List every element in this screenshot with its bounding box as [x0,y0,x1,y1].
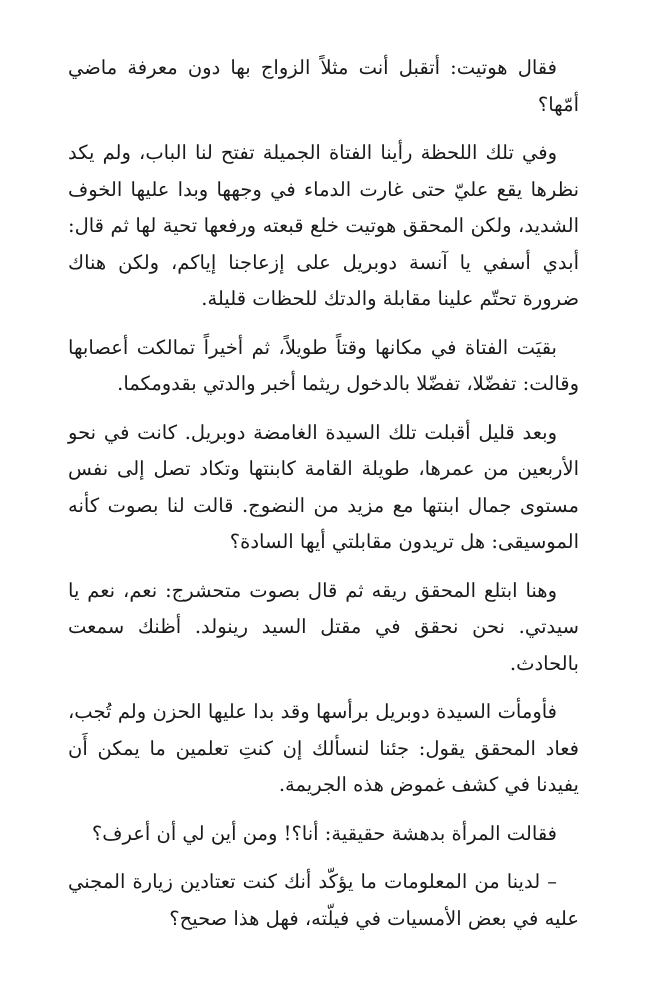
paragraph-1: فقال هوتيت: أتقبل أنت مثلاً الزواج بها دون معرفة ماضي أمّها؟ [68,56,579,116]
paragraph-7: فقالت المرأة بدهشة حقيقية: أنا؟! ومن أين لي أن أعرف؟ [91,821,557,845]
paragraph-2: وفي تلك اللحظة رأينا الفتاة الجميلة تفتح لنا الباب، ولم يكد نظرها يقع عليّ حتى غارت الدماء في وجهها وبدا عليها الخوف الشديد، ولكن المحقق هوتيت خلع قبعته ورفعها تحية لها ثم قال: أبدي أسفي يا آنسة دوبريل على إزعاجنا إياكم، ولكن هناك ضرورة تحتّم علينا مقابلة والدتك للحظات قليلة. [68,141,579,310]
paragraph-8: – لدينا من المعلومات ما يؤكّد أنك كنت تعتادين زيارة المجني عليه في بعض الأمسيات في فيلّته، فهل هذا صحيح؟ [68,870,579,930]
paragraph-6: فأومأت السيدة دوبريل برأسها وقد بدا عليها الحزن ولم تُجب، فعاد المحقق يقول: جئنا لنسألك إن كنتِ تعلمين ما يمكن أَن يفيدنا في كشف غموض هذه الجريمة. [68,700,579,796]
paragraph-3: بقيَت الفتاة في مكانها وقتاً طويلاً، ثم أخيراً تمالكت أعصابها وقالت: تفضّلا، تفضّلا بالدخول ريثما أخبر والدتي بقدومكما. [68,335,579,395]
paragraph-4: وبعد قليل أقبلت تلك السيدة الغامضة دوبريل. كانت في نحو الأربعين من عمرها، طويلة القامة كابنتها وتكاد تصل إلى نفس مستوى جمال ابنتها مع مزيد من النضوج. قالت لنا بصوت كأنه الموسيقى: هل تريدون مقابلتي أيها السادة؟ [68,420,579,553]
paragraph-5: وهنا ابتلع المحقق ريقه ثم قال بصوت متحشرج: نعم، نعم يا سيدتي. نحن نحقق في مقتل السيد رينولد. أظنك سمعت بالحادث. [68,578,579,675]
